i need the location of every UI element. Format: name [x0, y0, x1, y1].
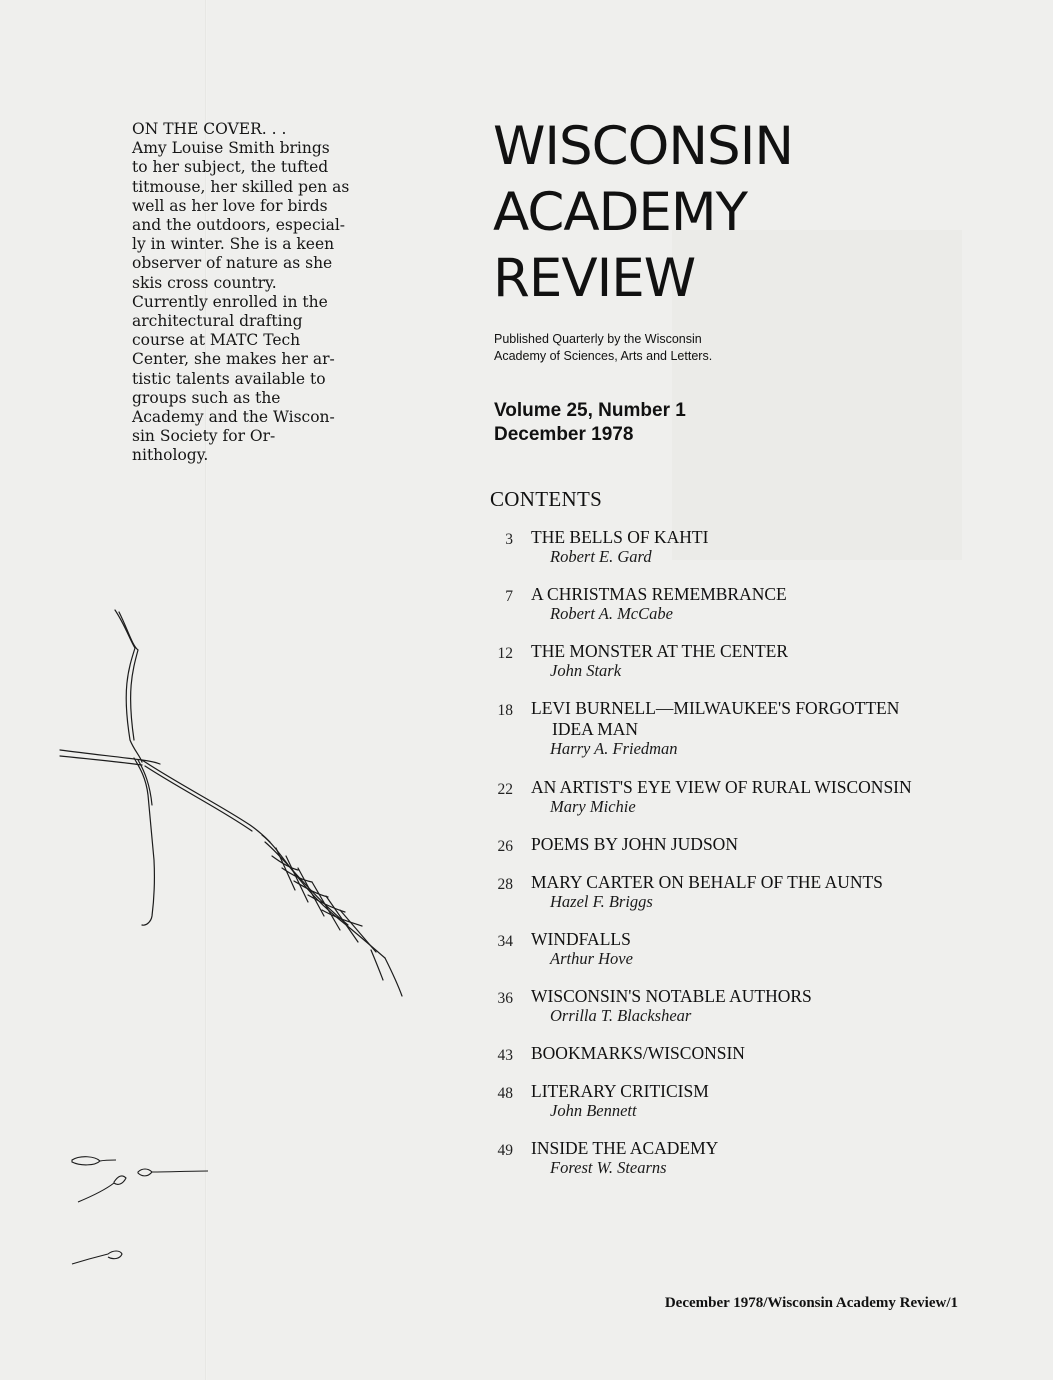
cover-note-line: Academy and the Wiscon-	[132, 408, 335, 427]
masthead-line: ACADEMY	[493, 182, 747, 243]
cover-note	[132, 120, 352, 466]
cover-note-line: groups such as the	[132, 388, 281, 407]
toc-title-continuation: IDEA MAN	[552, 719, 639, 739]
cover-note-line: Amy Louise Smith brings	[132, 139, 330, 158]
toc-page-number: 28	[497, 876, 513, 893]
contents-heading: CONTENTS	[490, 487, 603, 511]
toc-title: AN ARTIST'S EYE VIEW OF RURAL WISCONSIN	[531, 777, 912, 797]
toc-page-number: 7	[505, 588, 513, 605]
toc-author: Robert E. Gard	[550, 547, 652, 566]
toc-title-line: LEVI BURNELL—MILWAUKEE'S FORGOTTEN	[531, 698, 900, 718]
toc-page-number: 49	[497, 1142, 513, 1159]
toc-title: WISCONSIN'S NOTABLE AUTHORS	[531, 986, 812, 1006]
toc-title: LITERARY CRITICISM	[531, 1081, 709, 1101]
publisher-line: Published Quarterly by the Wisconsin	[494, 332, 702, 346]
cover-note-line: course at MATC Tech	[132, 331, 301, 350]
publisher-line: Academy of Sciences, Arts and Letters.	[494, 349, 713, 363]
toc-title: THE MONSTER AT THE CENTER	[531, 641, 788, 661]
toc-author: Forest W. Stearns	[550, 1158, 667, 1177]
toc-author: Robert A. McCabe	[550, 604, 673, 623]
toc-page-number: 12	[497, 645, 513, 662]
cover-note-line: Center, she makes her ar-	[132, 350, 335, 369]
toc-author: Hazel F. Briggs	[550, 892, 653, 911]
cover-note-line: and the outdoors, especial-	[132, 216, 346, 235]
toc-title: INSIDE THE ACADEMY	[531, 1138, 719, 1158]
cover-note-line: sin Society for Or-	[132, 427, 276, 446]
issue-date: December 1978	[494, 424, 634, 445]
running-footer: December 1978/Wisconsin Academy Review/1	[664, 1295, 958, 1311]
issue-info	[494, 399, 686, 447]
cover-note-line: to her subject, the tufted	[132, 158, 329, 177]
toc-page-number: 34	[497, 933, 513, 950]
toc-title: THE BELLS OF KAHTI	[531, 527, 709, 547]
cover-note-line: skis cross country.	[132, 273, 277, 292]
cover-note-line: well as her love for birds	[132, 196, 328, 215]
masthead-line: REVIEW	[493, 248, 696, 309]
toc-page-number: 48	[497, 1085, 513, 1102]
cover-note-line: ly in winter. She is a keen	[132, 235, 335, 254]
cover-note-line: observer of nature as she	[132, 254, 333, 273]
seed-drawing	[72, 1157, 208, 1264]
toc-page-number: 43	[497, 1047, 513, 1064]
publisher-statement	[494, 331, 712, 365]
toc-page-number: 3	[505, 531, 513, 548]
cover-note-line: ON THE COVER. . .	[132, 120, 287, 138]
toc-title: WINDFALLS	[531, 929, 631, 949]
issue-volume: Volume 25, Number 1	[494, 400, 686, 421]
toc-author: Mary Michie	[550, 797, 636, 816]
toc-author: John Bennett	[550, 1101, 637, 1120]
toc-title: BOOKMARKS/WISCONSIN	[531, 1043, 745, 1063]
cover-note-line: titmouse, her skilled pen as	[132, 177, 350, 196]
toc-page-number: 22	[497, 781, 513, 798]
toc-page-number: 36	[497, 990, 513, 1007]
cover-note-line: nithology.	[132, 446, 209, 465]
toc-author: Orrilla T. Blackshear	[550, 1006, 692, 1025]
masthead-line: WISCONSIN	[493, 116, 793, 177]
cover-note-line: architectural drafting	[132, 312, 303, 331]
toc-author: Arthur Hove	[550, 949, 633, 968]
toc-title	[531, 698, 899, 740]
cover-note-line: Currently enrolled in the	[132, 292, 328, 311]
toc-page-number: 18	[497, 702, 513, 719]
cover-note-line: tistic talents available to	[132, 369, 326, 388]
masthead-title	[493, 114, 793, 312]
toc-title: POEMS BY JOHN JUDSON	[531, 834, 738, 854]
toc-author: John Stark	[550, 661, 622, 680]
toc-page-number: 26	[497, 838, 513, 855]
toc-title: MARY CARTER ON BEHALF OF THE AUNTS	[531, 872, 883, 892]
grass-stem-drawing	[60, 610, 402, 996]
toc-title: A CHRISTMAS REMEMBRANCE	[531, 584, 787, 604]
toc-author: Harry A. Friedman	[550, 739, 678, 758]
grass-stem-sketch	[50, 600, 430, 1290]
